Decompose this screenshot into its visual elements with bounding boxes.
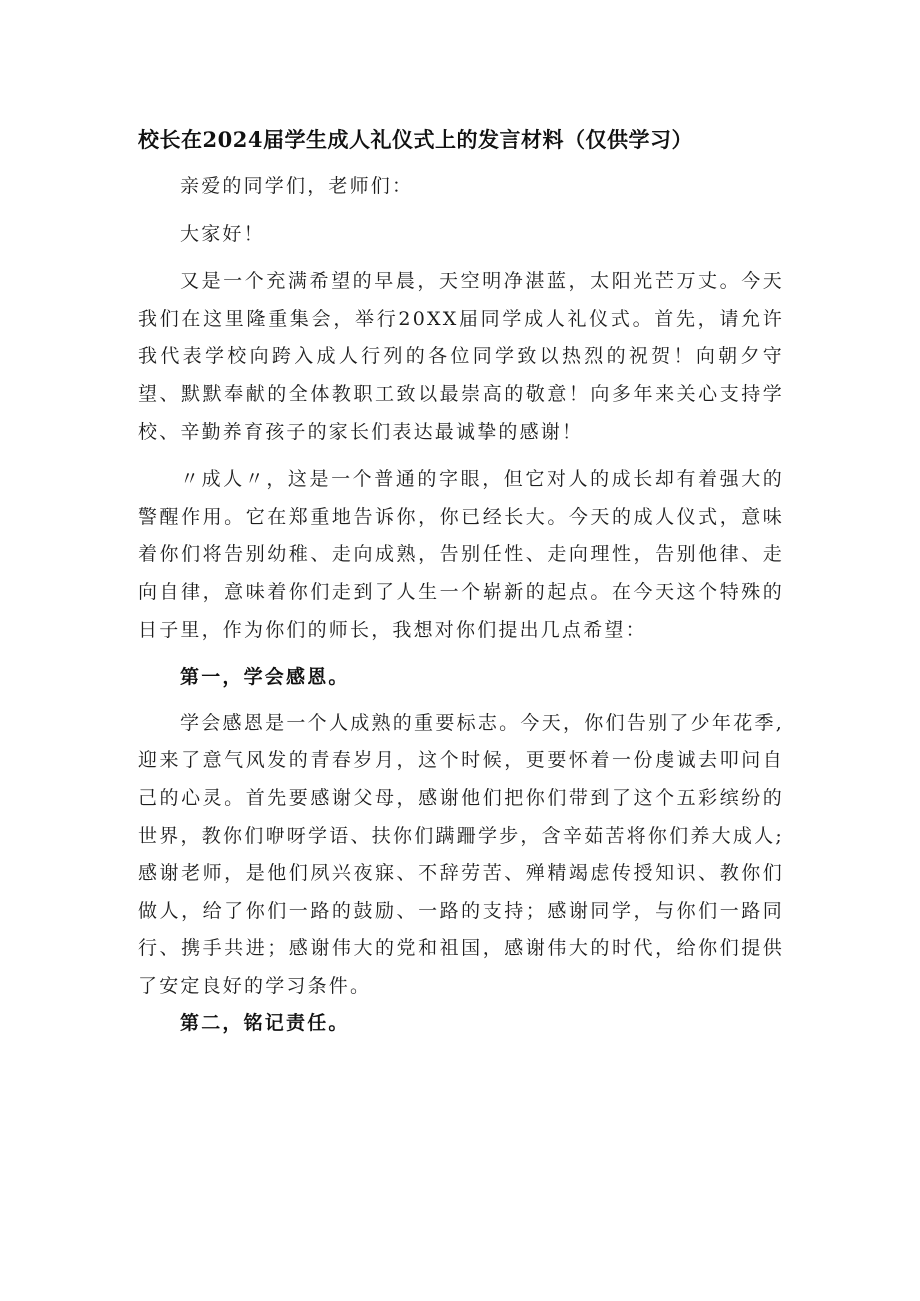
section-heading-first: 第一，学会感恩。 <box>180 666 350 689</box>
document-title: 校长在2024届学生成人礼仪式上的发言材料（仅供学习） <box>138 127 693 152</box>
paragraph-intro: 又是一个充满希望的早晨，天空明净湛蓝，太阳光芒万丈。今天我们在这里隆重集会，举行20XX届同学成人礼仪式。首先，请允许我代表学校向跨入成人行列的各位同学致以热烈的祝贺！向朝夕守望、默默奉献的全体教职工致以最崇高的敬意！向多年来关心支持学校、辛勤养育孩子的家长们表达最诚挚的感谢！ <box>138 270 784 443</box>
paragraph-gratitude: 学会感恩是一个人成熟的重要标志。今天，你们告别了少年花季,迎来了意气风发的青春岁月，这个时候，更要怀着一份虔诚去叩问自己的心灵。首先要感谢父母，感谢他们把你们带到了这个五彩缤纷的世界，教你们咿呀学语、扶你们蹒跚学步，含辛茹苦将你们养大成人;感谢老师，是他们夙兴夜寐、不辞劳苦、殚精竭虑传授知识、教你们做人，给了你们一路的鼓励、一路的支持；感谢同学，与你们一路同行、携手共进；感谢伟大的党和祖国，感谢伟大的时代，给你们提供了安定良好的学习条件。 <box>138 711 784 997</box>
document-body <box>138 168 784 1051</box>
paragraph-adulthood: 〃成人〃，这是一个普通的字眼，但它对人的成长却有着强大的警醒作用。它在郑重地告诉你，你已经长大。今天的成人仪式，意味着你们将告别幼稚、走向成熟，告别任性、走向理性，告别他律、走向自律，意味着你们走到了人生一个崭新的起点。在今天这个特殊的日子里，作为你们的师长，我想对你们提出几点希望： <box>138 468 784 641</box>
section-heading-second: 第二，铭记责任。 <box>180 1012 350 1035</box>
salutation: 亲爱的同学们，老师们： <box>180 175 414 197</box>
greeting: 大家好！ <box>180 222 265 245</box>
